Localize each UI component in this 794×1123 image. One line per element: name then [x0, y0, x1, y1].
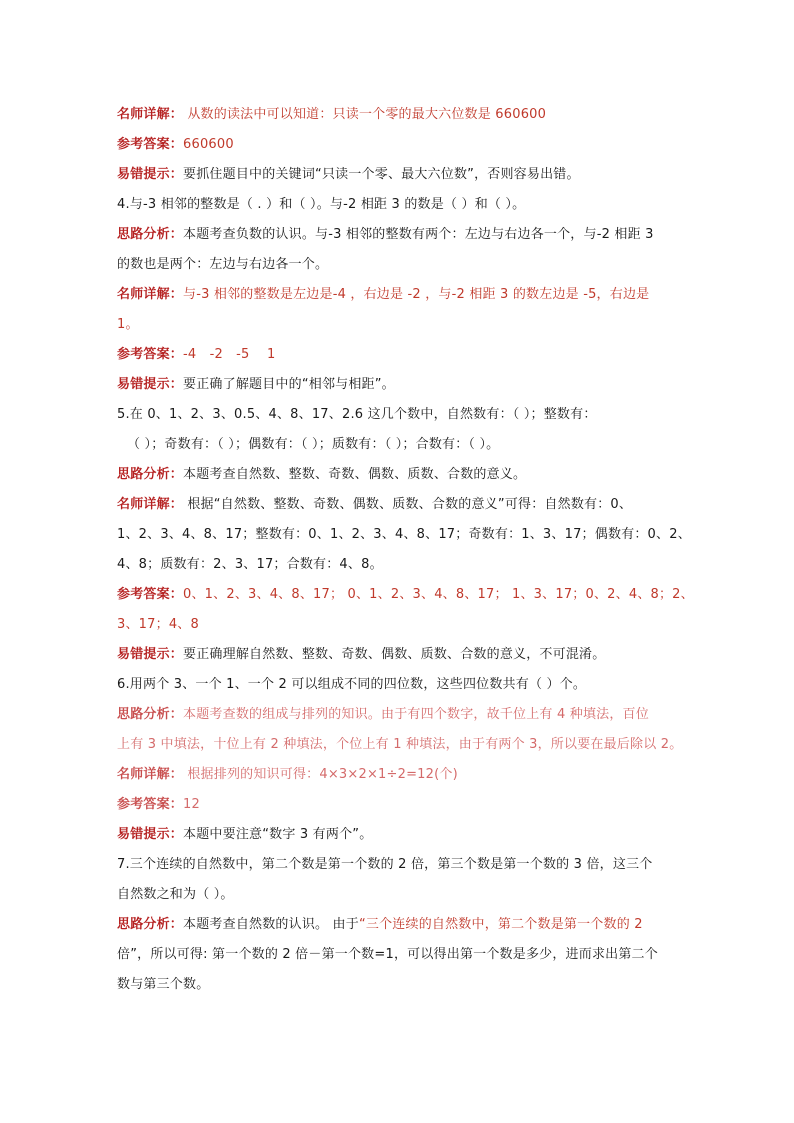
- analysis-text: 本题考查自然数的认识。 由于: [183, 917, 359, 932]
- section-label: 名师详解：: [117, 497, 184, 512]
- analysis-text-cont: 数与第三个数。: [117, 977, 210, 992]
- explanation-cont: [117, 520, 691, 550]
- analysis-line: [117, 220, 677, 250]
- explanation-line: [117, 100, 677, 130]
- section-label: 思路分析：: [117, 227, 184, 242]
- analysis-cont: [117, 940, 677, 970]
- section-label: 名师详解：: [117, 767, 184, 782]
- section-label: 易错提示：: [117, 167, 184, 182]
- analysis-text: 本题考查数的组成与排列的知识。由于有四个数字，故千位上有 4 种填法，百位: [183, 707, 649, 722]
- question-text: 4.与-3 相邻的整数是（ . ）和（ ）。与-2 相距 3 的数是（ ）和（ ）。: [117, 197, 526, 212]
- section-label: 思路分析：: [117, 917, 184, 932]
- answer-line: [117, 340, 677, 370]
- explanation-text: 与-3 相邻的整数是左边是-4 ，右边是 -2 ，与-2 相距 3 的数左边是 -5，右边是: [183, 287, 650, 302]
- answer-text: -4 -2 -5 1: [183, 347, 276, 362]
- explanation-line: [117, 490, 677, 520]
- question-5: [117, 400, 677, 430]
- section-label: 思路分析：: [117, 707, 184, 722]
- section-label: 名师详解：: [117, 107, 184, 122]
- analysis-line: [117, 460, 677, 490]
- tip-line: [117, 820, 677, 850]
- tip-line: [117, 640, 677, 670]
- answer-line: [117, 580, 694, 610]
- explanation-cont: [117, 550, 677, 580]
- question-text-cont: （ ）；奇数有：（ ）；偶数有：（ ）；质数有：（ ）；合数有：（ ）。: [127, 437, 500, 452]
- answer-cont: [117, 610, 677, 640]
- section-label: 易错提示：: [117, 647, 184, 662]
- tip-text: 要抓住题目中的关键词“只读一个零、最大六位数”，否则容易出错。: [183, 167, 580, 182]
- question-4: [117, 190, 677, 220]
- explanation-text-cont: 1、2、3、4、8、17；整数有：0、1、2、3、4、8、17；奇数有：1、3、17；偶数有：0、2、: [117, 527, 691, 542]
- answer-line: [117, 790, 677, 820]
- explanation-line: [117, 760, 677, 790]
- explanation-cont: [117, 310, 677, 340]
- question-text: 5.在 0、1、2、3、0.5、4、8、17、2.6 这几个数中，自然数有：（ ）；整数有：: [117, 407, 597, 422]
- analysis-cont: [117, 970, 677, 1000]
- question-text-cont: 自然数之和为（ ）。: [117, 887, 234, 902]
- explanation-text: 从数的读法中可以知道：只读一个零的最大六位数是 660600: [183, 107, 547, 122]
- analysis-cont: [117, 730, 683, 760]
- section-label: 参考答案：: [117, 797, 184, 812]
- section-label: 思路分析：: [117, 467, 184, 482]
- question-7: [117, 850, 677, 880]
- analysis-line: [117, 910, 677, 940]
- answer-line: [117, 130, 677, 160]
- explanation-line: [117, 280, 677, 310]
- section-label: 名师详解：: [117, 287, 184, 302]
- tip-line: [117, 370, 677, 400]
- analysis-text-cont: 倍”，所以可得: 第一个数的 2 倍－第一个数=1，可以得出第一个数是多少，进而求出第二个: [117, 947, 658, 962]
- analysis-text: 本题考查负数的认识。与-3 相邻的整数有两个：左边与右边各一个，与-2 相距 3: [183, 227, 654, 242]
- section-label: 参考答案：: [117, 137, 184, 152]
- section-label: 易错提示：: [117, 377, 184, 392]
- tip-text: 本题中要注意“数字 3 有两个”。: [183, 827, 373, 842]
- tip-text: 要正确了解题目中的“相邻与相距”。: [183, 377, 395, 392]
- answer-text: 0、1、2、3、4、8、17； 0、1、2、3、4、8、17； 1、3、17；0、2、4、8；2、: [183, 587, 694, 602]
- explanation-text-cont: 1。: [117, 317, 139, 332]
- answer-text-cont: 3、17；4、8: [117, 617, 199, 632]
- explanation-text: 根据排列的知识可得：4×3×2×1÷2=12(个): [183, 767, 458, 782]
- analysis-quote: “三个连续的自然数中，第二个数是第一个数的 2: [358, 917, 643, 932]
- section-label: 参考答案：: [117, 347, 184, 362]
- tip-text: 要正确理解自然数、整数、奇数、偶数、质数、合数的意义，不可混淆。: [183, 647, 606, 662]
- question-7-cont: [117, 880, 677, 910]
- section-label: 参考答案：: [117, 587, 184, 602]
- analysis-cont: [117, 250, 677, 280]
- answer-text: 660600: [183, 137, 234, 152]
- question-text: 7.三个连续的自然数中，第二个数是第一个数的 2 倍，第三个数是第一个数的 3 倍，这三个: [117, 857, 653, 872]
- analysis-text-cont: 的数也是两个：左边与右边各一个。: [117, 257, 329, 272]
- analysis-line: [117, 700, 677, 730]
- explanation-text: 根据“自然数、整数、奇数、偶数、质数、合数的意义”可得：自然数有：0、: [183, 497, 633, 512]
- question-5-cont: [117, 430, 677, 460]
- analysis-text: 本题考查自然数、整数、奇数、偶数、质数、合数的意义。: [183, 467, 527, 482]
- answer-text: 12: [183, 797, 200, 812]
- question-6: [117, 670, 677, 700]
- explanation-text-cont: 4、8；质数有：2、3、17；合数有：4、8。: [117, 557, 383, 572]
- analysis-text-cont: 上有 3 中填法，十位上有 2 种填法，个位上有 1 种填法，由于有两个 3，所以要在最后除以 2。: [117, 737, 683, 752]
- tip-line: [117, 160, 677, 190]
- document-page: [117, 100, 694, 1000]
- question-text: 6.用两个 3、一个 1、一个 2 可以组成不同的四位数，这些四位数共有（ ）个。: [117, 677, 587, 692]
- section-label: 易错提示：: [117, 827, 184, 842]
